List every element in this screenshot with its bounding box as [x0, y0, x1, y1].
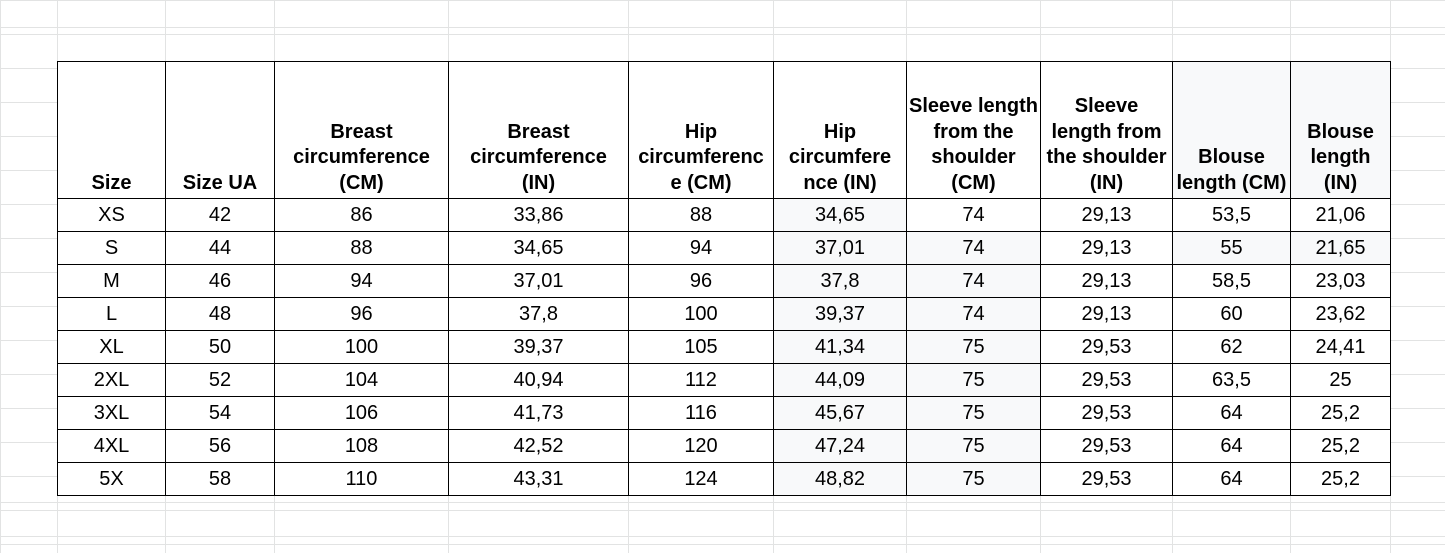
table-cell[interactable]: 21,65 [1291, 232, 1391, 265]
table-cell[interactable]: 48 [166, 298, 275, 331]
table-cell[interactable]: 100 [275, 331, 449, 364]
table-cell[interactable]: 39,37 [449, 331, 629, 364]
table-cell[interactable]: 64 [1173, 463, 1291, 496]
table-cell[interactable]: 45,67 [774, 397, 907, 430]
table-cell[interactable]: 53,5 [1173, 199, 1291, 232]
table-cell[interactable]: 75 [907, 430, 1041, 463]
table-cell[interactable]: 116 [629, 397, 774, 430]
table-cell[interactable]: 75 [907, 463, 1041, 496]
header-cell[interactable]: Breast circumference (CM) [275, 62, 449, 199]
table-cell[interactable]: 29,53 [1041, 331, 1173, 364]
table-cell[interactable]: 34,65 [774, 199, 907, 232]
table-cell[interactable]: 47,24 [774, 430, 907, 463]
table-cell[interactable]: 62 [1173, 331, 1291, 364]
table-cell[interactable]: 75 [907, 364, 1041, 397]
table-cell[interactable]: 41,34 [774, 331, 907, 364]
header-cell[interactable]: Breast circumference (IN) [449, 62, 629, 199]
table-cell[interactable]: 24,41 [1291, 331, 1391, 364]
table-cell[interactable]: 37,8 [449, 298, 629, 331]
table-cell[interactable]: 25,2 [1291, 397, 1391, 430]
table-cell[interactable]: 74 [907, 298, 1041, 331]
table-cell[interactable]: 33,86 [449, 199, 629, 232]
table-cell[interactable]: 29,13 [1041, 298, 1173, 331]
table-cell[interactable]: 58 [166, 463, 275, 496]
table-cell[interactable]: 58,5 [1173, 265, 1291, 298]
table-row [58, 199, 1391, 232]
table-cell[interactable]: 75 [907, 397, 1041, 430]
header-cell[interactable]: Blouse length (CM) [1173, 62, 1291, 199]
table-cell[interactable]: 105 [629, 331, 774, 364]
table-cell[interactable]: 94 [275, 265, 449, 298]
size-chart-table [57, 61, 1391, 496]
table-row [58, 232, 1391, 265]
table-cell[interactable]: 29,53 [1041, 463, 1173, 496]
table-cell[interactable]: 75 [907, 331, 1041, 364]
table-cell[interactable]: 60 [1173, 298, 1291, 331]
table-cell[interactable]: 37,01 [449, 265, 629, 298]
table-row [58, 265, 1391, 298]
table-cell[interactable]: 4XL [58, 430, 166, 463]
table-row [58, 430, 1391, 463]
header-cell[interactable]: Hip circumfere nce (IN) [774, 62, 907, 199]
table-cell[interactable]: 46 [166, 265, 275, 298]
table-cell[interactable]: 29,53 [1041, 364, 1173, 397]
table-cell[interactable]: 124 [629, 463, 774, 496]
table-cell[interactable]: XS [58, 199, 166, 232]
table-cell[interactable]: 56 [166, 430, 275, 463]
table-cell[interactable]: 48,82 [774, 463, 907, 496]
table-cell[interactable]: 112 [629, 364, 774, 397]
table-cell[interactable]: 43,31 [449, 463, 629, 496]
table-cell[interactable]: 52 [166, 364, 275, 397]
table-cell[interactable]: 88 [275, 232, 449, 265]
table-cell[interactable]: 104 [275, 364, 449, 397]
table-cell[interactable]: S [58, 232, 166, 265]
table-cell[interactable]: 86 [275, 199, 449, 232]
table-cell[interactable]: 64 [1173, 430, 1291, 463]
table-cell[interactable]: 2XL [58, 364, 166, 397]
table-body [58, 199, 1391, 496]
header-cell[interactable]: Sleeve length from the shoulder (CM) [907, 62, 1041, 199]
header-cell[interactable]: Size UA [166, 62, 275, 199]
table-cell[interactable]: 63,5 [1173, 364, 1291, 397]
table-cell[interactable]: 108 [275, 430, 449, 463]
table-cell[interactable]: 55 [1173, 232, 1291, 265]
table-cell[interactable]: 23,03 [1291, 265, 1391, 298]
table-cell[interactable]: 25 [1291, 364, 1391, 397]
table-cell[interactable]: 3XL [58, 397, 166, 430]
table-cell[interactable]: 37,01 [774, 232, 907, 265]
table-cell[interactable]: 29,13 [1041, 199, 1173, 232]
header-cell[interactable]: Blouse length (IN) [1291, 62, 1391, 199]
table-cell[interactable]: 96 [629, 265, 774, 298]
header-row [58, 62, 1391, 199]
table-cell[interactable]: 94 [629, 232, 774, 265]
table-cell[interactable]: 96 [275, 298, 449, 331]
header-cell[interactable]: Hip circumferenc e (CM) [629, 62, 774, 199]
table-cell[interactable]: 74 [907, 265, 1041, 298]
table-cell[interactable]: 41,73 [449, 397, 629, 430]
table-row [58, 397, 1391, 430]
table-cell[interactable]: 29,13 [1041, 265, 1173, 298]
header-cell[interactable]: Size [58, 62, 166, 199]
table-cell[interactable]: 120 [629, 430, 774, 463]
table-cell[interactable]: 50 [166, 331, 275, 364]
table-cell[interactable]: 64 [1173, 397, 1291, 430]
table-cell[interactable]: L [58, 298, 166, 331]
table-cell[interactable]: 29,13 [1041, 232, 1173, 265]
table-cell[interactable]: 110 [275, 463, 449, 496]
table-row [58, 331, 1391, 364]
table-cell[interactable]: 100 [629, 298, 774, 331]
table-cell[interactable]: XL [58, 331, 166, 364]
table-cell[interactable]: 25,2 [1291, 430, 1391, 463]
table-cell[interactable]: 34,65 [449, 232, 629, 265]
table-cell[interactable]: 5X [58, 463, 166, 496]
table-cell[interactable]: 44,09 [774, 364, 907, 397]
table-row [58, 298, 1391, 331]
table-cell[interactable]: 25,2 [1291, 463, 1391, 496]
table-cell[interactable]: 29,53 [1041, 397, 1173, 430]
table-cell[interactable]: 42 [166, 199, 275, 232]
table-cell[interactable]: 42,52 [449, 430, 629, 463]
table-cell[interactable]: 39,37 [774, 298, 907, 331]
table-cell[interactable]: 106 [275, 397, 449, 430]
table-cell[interactable]: 74 [907, 232, 1041, 265]
table-cell[interactable]: M [58, 265, 166, 298]
table-row [58, 364, 1391, 397]
header-cell[interactable]: Sleeve length from the shoulder (IN) [1041, 62, 1173, 199]
table-cell[interactable]: 29,53 [1041, 430, 1173, 463]
table-row [58, 463, 1391, 496]
table-cell[interactable]: 54 [166, 397, 275, 430]
table-cell[interactable]: 44 [166, 232, 275, 265]
table-cell[interactable]: 40,94 [449, 364, 629, 397]
table-cell[interactable]: 23,62 [1291, 298, 1391, 331]
table-cell[interactable]: 74 [907, 199, 1041, 232]
table-cell[interactable]: 88 [629, 199, 774, 232]
table-cell[interactable]: 37,8 [774, 265, 907, 298]
table-cell[interactable]: 21,06 [1291, 199, 1391, 232]
